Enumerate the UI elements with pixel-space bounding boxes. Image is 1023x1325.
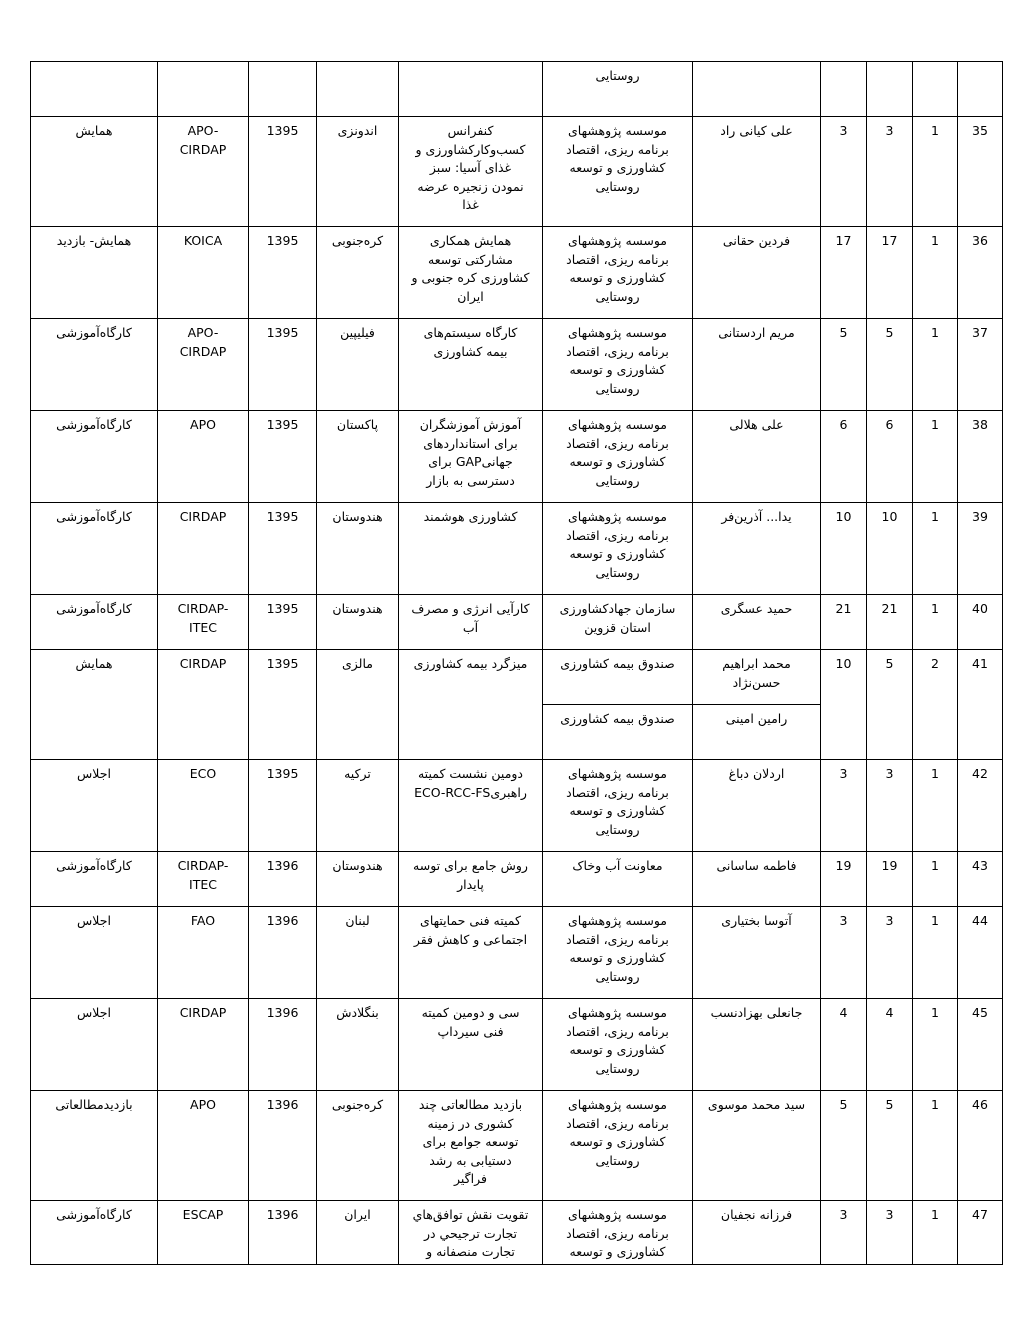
cell-country: ایران	[317, 1201, 399, 1265]
cell-sponsor: CIRDAP	[158, 999, 249, 1091]
cell-count-2: 3	[867, 907, 913, 999]
cell-organization: موسسه پژوهشهای برنامه ریزی، اقتصاد کشاورزی و توسعه روستایی	[543, 117, 693, 227]
cell-row-number: 41	[958, 650, 1003, 760]
cell-title: کنفرانس کسب‌وکارکشاورزی و غذای آسیا: سبز نمودن زنجیره عرضه غذا	[399, 117, 543, 227]
cell-title: کمیته فنی حمایتهای اجتماعی و کاهش فقر	[399, 907, 543, 999]
cell-name: فردین حقانی	[693, 227, 821, 319]
cell-type: بازدیدمطالعاتی	[31, 1091, 158, 1201]
cell-name: علی کیانی راد	[693, 117, 821, 227]
table-row	[31, 411, 1003, 503]
cell-title: بازدید مطالعاتی چند کشوری در زمینه توسعه جوامع برای دستیابی به رشد فراگیر	[399, 1091, 543, 1201]
cell-row-number: 39	[958, 503, 1003, 595]
cell-type: کارگاه‌آموزشی	[31, 595, 158, 650]
cell-name: سید محمد موسوی	[693, 1091, 821, 1201]
cell-year: 1396	[249, 852, 317, 907]
cell-name: علی هلالی	[693, 411, 821, 503]
cell-title: کارگاه سیستم‌های بیمه کشاورزی	[399, 319, 543, 411]
cell-count-1	[913, 62, 958, 117]
cell-count-2: 5	[867, 319, 913, 411]
table-row	[31, 760, 1003, 852]
cell-organization: موسسه پژوهشهای برنامه ریزی، اقتصاد کشاورزی و توسعه روستایی	[543, 503, 693, 595]
cell-row-number: 42	[958, 760, 1003, 852]
cell-title: سی و دومین کمیته فنی سیرداپ	[399, 999, 543, 1091]
cell-count-1: 1	[913, 1091, 958, 1201]
cell-row-number: 40	[958, 595, 1003, 650]
table-row	[31, 999, 1003, 1091]
cell-count-3: 3	[821, 117, 867, 227]
cell-count-2: 4	[867, 999, 913, 1091]
cell-count-2: 19	[867, 852, 913, 907]
cell-row-number: 36	[958, 227, 1003, 319]
cell-sponsor: APO- CIRDAP	[158, 117, 249, 227]
cell-organization: موسسه پژوهشهای برنامه ریزی، اقتصاد کشاورزی و توسعه روستایی	[543, 1091, 693, 1201]
cell-name: جانعلی بهزادنسب	[693, 999, 821, 1091]
cell-organization: صندوق بیمه کشاورزی	[543, 650, 693, 705]
cell-count-3: 4	[821, 999, 867, 1091]
cell-count-2	[867, 62, 913, 117]
cell-country	[317, 62, 399, 117]
cell-name: رامین امینی	[693, 705, 821, 760]
cell-count-1: 1	[913, 227, 958, 319]
cell-type: اجلاس	[31, 907, 158, 999]
cell-organization: موسسه پژوهشهای برنامه ریزی، اقتصاد کشاورزی و توسعه	[543, 1201, 693, 1265]
cell-organization: موسسه پژوهشهای برنامه ریزی، اقتصاد کشاورزی و توسعه روستایی	[543, 319, 693, 411]
cell-title: کشاورزی هوشمند	[399, 503, 543, 595]
cell-row-number: 45	[958, 999, 1003, 1091]
cell-country: پاکستان	[317, 411, 399, 503]
cell-year	[249, 62, 317, 117]
table-row	[31, 227, 1003, 319]
cell-count-2: 17	[867, 227, 913, 319]
cell-row-number: 47	[958, 1201, 1003, 1265]
dispatch-table	[30, 61, 1003, 1265]
table-row	[31, 852, 1003, 907]
cell-organization: موسسه پژوهشهای برنامه ریزی، اقتصاد کشاورزی و توسعه روستایی	[543, 907, 693, 999]
cell-count-2: 21	[867, 595, 913, 650]
cell-count-3: 5	[821, 319, 867, 411]
cell-year: 1395	[249, 650, 317, 760]
table-row	[31, 503, 1003, 595]
cell-name: یدا... آذرین‌فر	[693, 503, 821, 595]
cell-count-1: 1	[913, 760, 958, 852]
cell-name: حمید عسگری	[693, 595, 821, 650]
cell-type: کارگاه‌آموزشی	[31, 503, 158, 595]
cell-count-3: 10	[821, 503, 867, 595]
cell-country: بنگلادش	[317, 999, 399, 1091]
cell-year: 1396	[249, 1201, 317, 1265]
cell-organization: روستایی	[543, 62, 693, 117]
cell-name: فاطمه ساسانی	[693, 852, 821, 907]
cell-year: 1396	[249, 1091, 317, 1201]
cell-count-3	[821, 62, 867, 117]
cell-row-number: 35	[958, 117, 1003, 227]
cell-organization: صندوق بیمه کشاورزی	[543, 705, 693, 760]
cell-count-3: 6	[821, 411, 867, 503]
cell-count-1: 1	[913, 595, 958, 650]
table-row	[31, 1201, 1003, 1265]
cell-row-number	[958, 62, 1003, 117]
cell-type: همایش	[31, 650, 158, 760]
cell-count-2: 6	[867, 411, 913, 503]
cell-sponsor: APO	[158, 411, 249, 503]
cell-sponsor: CIRDAP	[158, 650, 249, 760]
cell-organization: موسسه پژوهشهای برنامه ریزی، اقتصاد کشاورزی و توسعه روستایی	[543, 760, 693, 852]
cell-count-2: 5	[867, 650, 913, 760]
cell-type: اجلاس	[31, 760, 158, 852]
table-row	[31, 319, 1003, 411]
cell-name	[693, 62, 821, 117]
cell-type	[31, 62, 158, 117]
cell-sponsor: FAO	[158, 907, 249, 999]
cell-count-1: 1	[913, 1201, 958, 1265]
cell-count-2: 5	[867, 1091, 913, 1201]
cell-count-1: 1	[913, 852, 958, 907]
cell-country: فیلیپین	[317, 319, 399, 411]
cell-count-1: 1	[913, 117, 958, 227]
table-row	[31, 595, 1003, 650]
cell-row-number: 44	[958, 907, 1003, 999]
cell-sponsor: CIRDAP- ITEC	[158, 852, 249, 907]
cell-count-3: 21	[821, 595, 867, 650]
cell-sponsor: ECO	[158, 760, 249, 852]
cell-organization: موسسه پژوهشهای برنامه ریزی، اقتصاد کشاورزی و توسعه روستایی	[543, 999, 693, 1091]
cell-name: محمد ابراهیم حسن‌نژاد	[693, 650, 821, 705]
cell-year: 1396	[249, 907, 317, 999]
cell-country: هندوستان	[317, 503, 399, 595]
cell-country: اندونزی	[317, 117, 399, 227]
cell-organization: سازمان جهادکشاورزی استان قزوین	[543, 595, 693, 650]
cell-type: همایش	[31, 117, 158, 227]
cell-title: کارآیی انرژی و مصرف آب	[399, 595, 543, 650]
cell-type: کارگاه‌آموزشی	[31, 852, 158, 907]
cell-type: همایش- بازدید	[31, 227, 158, 319]
cell-count-3: 10	[821, 650, 867, 760]
cell-count-2: 3	[867, 1201, 913, 1265]
cell-sponsor: KOICA	[158, 227, 249, 319]
cell-sponsor: CIRDAP- ITEC	[158, 595, 249, 650]
cell-title: دومین نشست کمیته راهبریECO-RCC-FS	[399, 760, 543, 852]
cell-country: کره‌جنوبی	[317, 227, 399, 319]
cell-country: لبنان	[317, 907, 399, 999]
cell-sponsor: CIRDAP	[158, 503, 249, 595]
cell-count-3: 17	[821, 227, 867, 319]
cell-name: فرزانه نجفیان	[693, 1201, 821, 1265]
cell-type: اجلاس	[31, 999, 158, 1091]
table-row	[31, 650, 1003, 705]
cell-count-2: 3	[867, 760, 913, 852]
cell-title	[399, 62, 543, 117]
cell-row-number: 38	[958, 411, 1003, 503]
cell-row-number: 43	[958, 852, 1003, 907]
cell-name: مریم اردستانی	[693, 319, 821, 411]
cell-country: ترکیه	[317, 760, 399, 852]
cell-type: کارگاه‌آموزشی	[31, 319, 158, 411]
cell-count-1: 1	[913, 907, 958, 999]
cell-count-1: 1	[913, 503, 958, 595]
cell-year: 1395	[249, 595, 317, 650]
cell-row-number: 46	[958, 1091, 1003, 1201]
cell-count-3: 5	[821, 1091, 867, 1201]
cell-title: تقويت نقش توافق‌هاي تجارت ترجيحي در تجارت منصفانه و	[399, 1201, 543, 1265]
cell-title: میزگرد بیمه کشاورزی	[399, 650, 543, 760]
cell-title: روش جامع برای توسه پایدار	[399, 852, 543, 907]
cell-year: 1395	[249, 227, 317, 319]
cell-title: همایش همکاری مشارکتی توسعه کشاورزی کره جنوبی و ایران	[399, 227, 543, 319]
cell-sponsor: ESCAP	[158, 1201, 249, 1265]
cell-count-1: 1	[913, 319, 958, 411]
cell-year: 1395	[249, 503, 317, 595]
table-body	[31, 62, 1003, 1265]
cell-count-1: 2	[913, 650, 958, 760]
table-row	[31, 117, 1003, 227]
cell-organization: موسسه پژوهشهای برنامه ریزی، اقتصاد کشاورزی و توسعه روستایی	[543, 411, 693, 503]
cell-count-3: 3	[821, 907, 867, 999]
table-row	[31, 907, 1003, 999]
cell-organization: موسسه پژوهشهای برنامه ریزی، اقتصاد کشاورزی و توسعه روستایی	[543, 227, 693, 319]
cell-name: اردلان دباغ	[693, 760, 821, 852]
cell-title: آموزش آموزشگران برای استانداردهای جهانیGAP برای دسترسی به بازار	[399, 411, 543, 503]
table-row	[31, 1091, 1003, 1201]
cell-count-3: 19	[821, 852, 867, 907]
cell-sponsor	[158, 62, 249, 117]
cell-count-1: 1	[913, 411, 958, 503]
cell-count-3: 3	[821, 760, 867, 852]
cell-year: 1395	[249, 117, 317, 227]
cell-sponsor: APO- CIRDAP	[158, 319, 249, 411]
cell-count-3: 3	[821, 1201, 867, 1265]
cell-country: مالزی	[317, 650, 399, 760]
cell-type: کارگاه‌آموزشی	[31, 411, 158, 503]
cell-organization: معاونت آب وخاک	[543, 852, 693, 907]
cell-count-2: 10	[867, 503, 913, 595]
cell-row-number: 37	[958, 319, 1003, 411]
cell-sponsor: APO	[158, 1091, 249, 1201]
cell-year: 1395	[249, 319, 317, 411]
cell-name: آتوسا بختیاری	[693, 907, 821, 999]
cell-country: هندوستان	[317, 852, 399, 907]
cell-count-2: 3	[867, 117, 913, 227]
cell-count-1: 1	[913, 999, 958, 1091]
cell-country: کره‌جنوبی	[317, 1091, 399, 1201]
cell-year: 1395	[249, 411, 317, 503]
cell-country: هندوستان	[317, 595, 399, 650]
cell-year: 1395	[249, 760, 317, 852]
cell-type: کارگاه‌آموزشی	[31, 1201, 158, 1265]
table-row	[31, 62, 1003, 117]
cell-year: 1396	[249, 999, 317, 1091]
